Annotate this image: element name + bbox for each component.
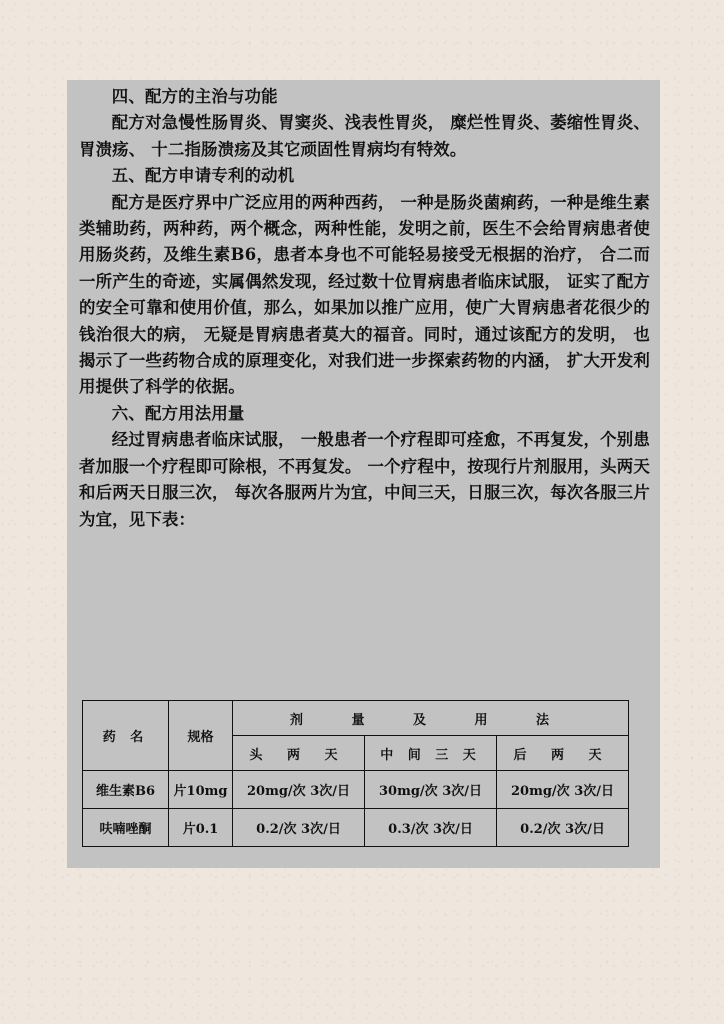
scanned-document-page (67, 80, 660, 868)
header-drug-name: 药 名 (83, 701, 169, 771)
header-first-two-days: 头 两 天 (233, 736, 365, 771)
section-4-heading: 四、配方的主治与功能 (111, 87, 278, 106)
header-dosage-usage: 剂 量 及 用 法 (233, 701, 629, 736)
cell-drug-name: 呋喃唑酮 (83, 809, 169, 847)
section-6-paragraph: 经过胃病患者临床试服， 一般患者一个疗程即可痊愈，不再复发，个别患者加服一个疗程即可除根，不再复发。 一个疗程中，按现行片剂服用，头两天和后两天日服三次， 每次各服两片为宜，中间三天，日服三次，每次各服三片为宜，见下表： (79, 430, 650, 529)
section-6-heading: 六、配方用法用量 (111, 403, 245, 423)
dosage-table (82, 700, 629, 847)
table-header-row (83, 701, 629, 736)
cell-spec: 片10mg (169, 771, 233, 809)
cell-last-two-days: 0.2/次 3次/日 (497, 809, 629, 847)
table-row (83, 809, 629, 847)
section-4-paragraph: 配方对急慢性肠胃炎、胃窦炎、浅表性胃炎， 糜烂性胃炎、萎缩性胃炎、胃溃疡、 十二指肠溃疡及其它顽固性胃病均有特效。 (79, 113, 650, 159)
header-spec: 规格 (169, 701, 233, 771)
header-last-two-days: 后 两 天 (497, 736, 629, 771)
section-5-paragraph: 配方是医疗界中广泛应用的两种西药， 一种是肠炎菌痢药，一种是维生素类辅助药，两种药，两个概念，两种性能，发明之前，医生不会给胃病患者使用肠炎药，及维生素B6，患者本身也不可能轻易接受无根据的治疗， 合二而一所产生的奇迹，实属偶然发现，经过数十位胃病患者临床试服， 证实了配方的安全可靠和使用价值，那么，如果加以推广应用，使广大胃病患者花很少的钱治很大的病， 无疑是胃病患者莫大的福音。同时，通过该配方的发明， 也揭示了一些药物合成的原理变化，对我们进一步探索药物的内涵， 扩大开发利用提供了科学的依据。 (79, 192, 650, 397)
cell-middle-three-days: 30mg/次 3次/日 (365, 771, 497, 809)
dosage-table-container (82, 700, 629, 847)
cell-first-two-days: 20mg/次 3次/日 (233, 771, 365, 809)
header-middle-three-days: 中 间 三 天 (365, 736, 497, 771)
cell-last-two-days: 20mg/次 3次/日 (497, 771, 629, 809)
section-5-heading: 五、配方申请专利的动机 (111, 166, 295, 186)
cell-first-two-days: 0.2/次 3次/日 (233, 809, 365, 847)
cell-drug-name: 维生素B6 (83, 771, 169, 809)
cell-spec: 片0.1 (169, 809, 233, 847)
table-row (83, 771, 629, 809)
cell-middle-three-days: 0.3/次 3次/日 (365, 809, 497, 847)
